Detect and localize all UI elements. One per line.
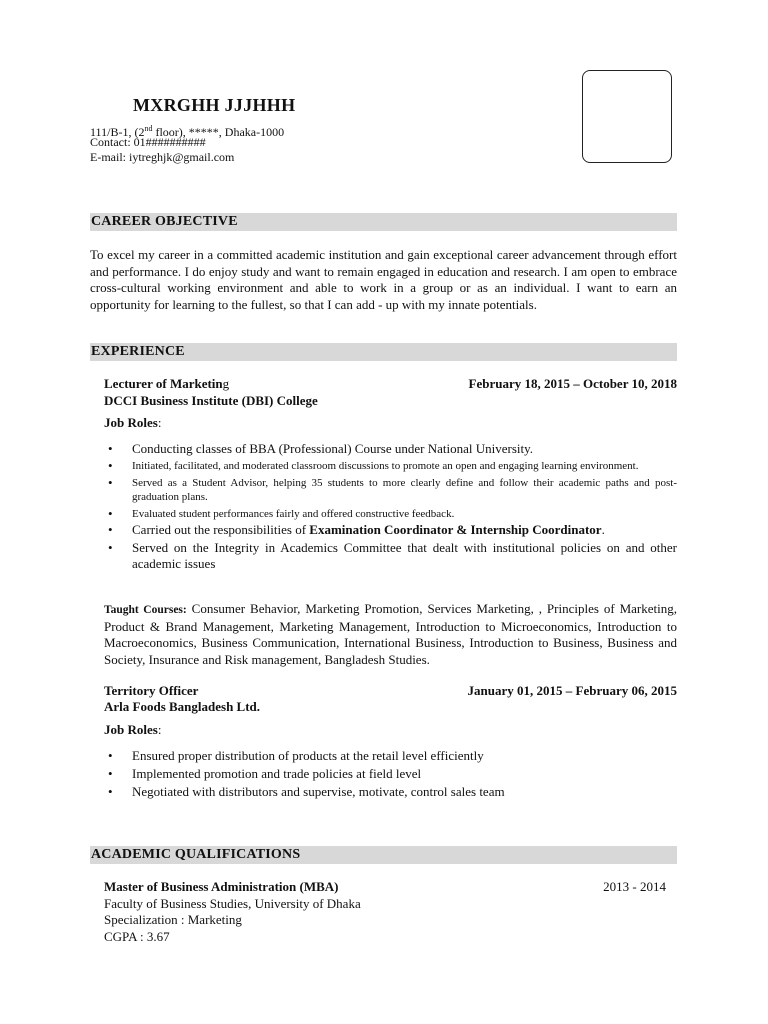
role-text-end: .	[601, 522, 605, 537]
contact-phone: Contact: 01##########	[90, 135, 206, 149]
job-1-title-main: Lecturer of Marketin	[104, 376, 223, 391]
job-2-organization: Arla Foods Bangladesh Ltd.	[104, 699, 261, 714]
list-item: • Negotiated with distributors and supervise, motivate, control sales team	[104, 784, 677, 800]
job-1-organization: DCCI Business Institute (DBI) College	[104, 393, 318, 408]
photo-placeholder	[582, 70, 672, 163]
job-1-title	[104, 376, 229, 392]
academic-header	[90, 846, 677, 864]
list-item	[104, 522, 677, 538]
job-1-title-tail: g	[222, 376, 230, 391]
list-item: • Ensured proper distribution of products at the retail level efficiently	[104, 748, 677, 764]
job-1-roles-colon: :	[157, 415, 162, 430]
taught-courses	[104, 601, 677, 668]
career-objective-text: To excel my career in a committed academic institution and gain exceptional career advancement through effort and performance. I do enjoy study and want to remain engaged in education and research. I am open to embrace cross-cultural working environment and able to work in a group or as an individual. I want to earn an opportunity for learning to the fullest, so that I can add - up with my innate potentials.	[90, 247, 677, 312]
career-objective-title: CAREER OBJECTIVE	[91, 214, 238, 229]
career-objective-header	[90, 213, 677, 231]
experience-title: EXPERIENCE	[91, 344, 185, 359]
job-1-roles-label	[104, 415, 161, 431]
list-item: • Initiated, facilitated, and moderated classroom discussions to promote an open and engaging learning environment.	[104, 459, 677, 474]
role-highlight: Examination Coordinator & Internship Coordinator	[309, 522, 602, 537]
taught-courses-text: Consumer Behavior, Marketing Promotion, Services Marketing, , Principles of Marketing, Product & Brand Management, Marketing Management, Introduction to Microeconomics, Introduction to Macroeconomics, Business Communication, International Business, Introduction to Business, Business and Society, Insurance and Risk management, Bangladesh Studies.	[104, 601, 677, 667]
education-cgpa: CGPA : 3.67	[104, 929, 170, 944]
job-1-header	[104, 376, 677, 392]
contact-email: E-mail: iytreghjk@gmail.com	[90, 150, 235, 164]
job-2-header	[104, 683, 677, 699]
job-1-dates: February 18, 2015 – October 10, 2018	[468, 376, 677, 391]
taught-courses-label: Taught Courses:	[104, 604, 187, 616]
education-degree: Master of Business Administration (MBA)	[104, 879, 339, 894]
academic-title: ACADEMIC QUALIFICATIONS	[91, 847, 301, 862]
job-2-roles-list	[104, 748, 677, 800]
list-item: • Served as a Student Advisor, helping 35 students to more clearly define and follow their academic paths and post-graduation plans.	[104, 476, 677, 505]
job-1-roles-label-text: Job Roles	[104, 415, 158, 430]
job-2-title: Territory Officer	[104, 683, 199, 698]
job-2-roles-label	[104, 722, 161, 738]
address-superscript: nd	[144, 124, 153, 133]
job-2-roles-colon: :	[157, 722, 162, 737]
list-item: • Implemented promotion and trade policies at field level	[104, 766, 677, 782]
education-years: 2013 - 2014	[603, 879, 666, 894]
address-prefix: 111/B-1, (2	[90, 125, 145, 139]
list-item: • Served on the Integrity in Academics Committee that dealt with institutional policies on and other academic issues	[104, 540, 677, 572]
address-suffix: floor), *****, Dhaka-1000	[152, 125, 285, 139]
candidate-name: MXRGHH JJJHHH	[133, 95, 296, 115]
job-1-roles-list	[104, 441, 677, 572]
experience-header	[90, 343, 677, 361]
education-degree-row	[104, 879, 666, 895]
list-item: • Conducting classes of BBA (Professional) Course under National University.	[104, 441, 677, 457]
education-faculty: Faculty of Business Studies, University of Dhaka	[104, 896, 361, 911]
education-specialization: Specialization : Marketing	[104, 912, 242, 927]
role-text: Carried out the responsibilities of	[132, 522, 310, 537]
job-2-dates: January 01, 2015 – February 06, 2015	[467, 683, 677, 698]
list-item: • Evaluated student performances fairly and offered constructive feedback.	[104, 507, 677, 522]
job-2-roles-label-text: Job Roles	[104, 722, 158, 737]
